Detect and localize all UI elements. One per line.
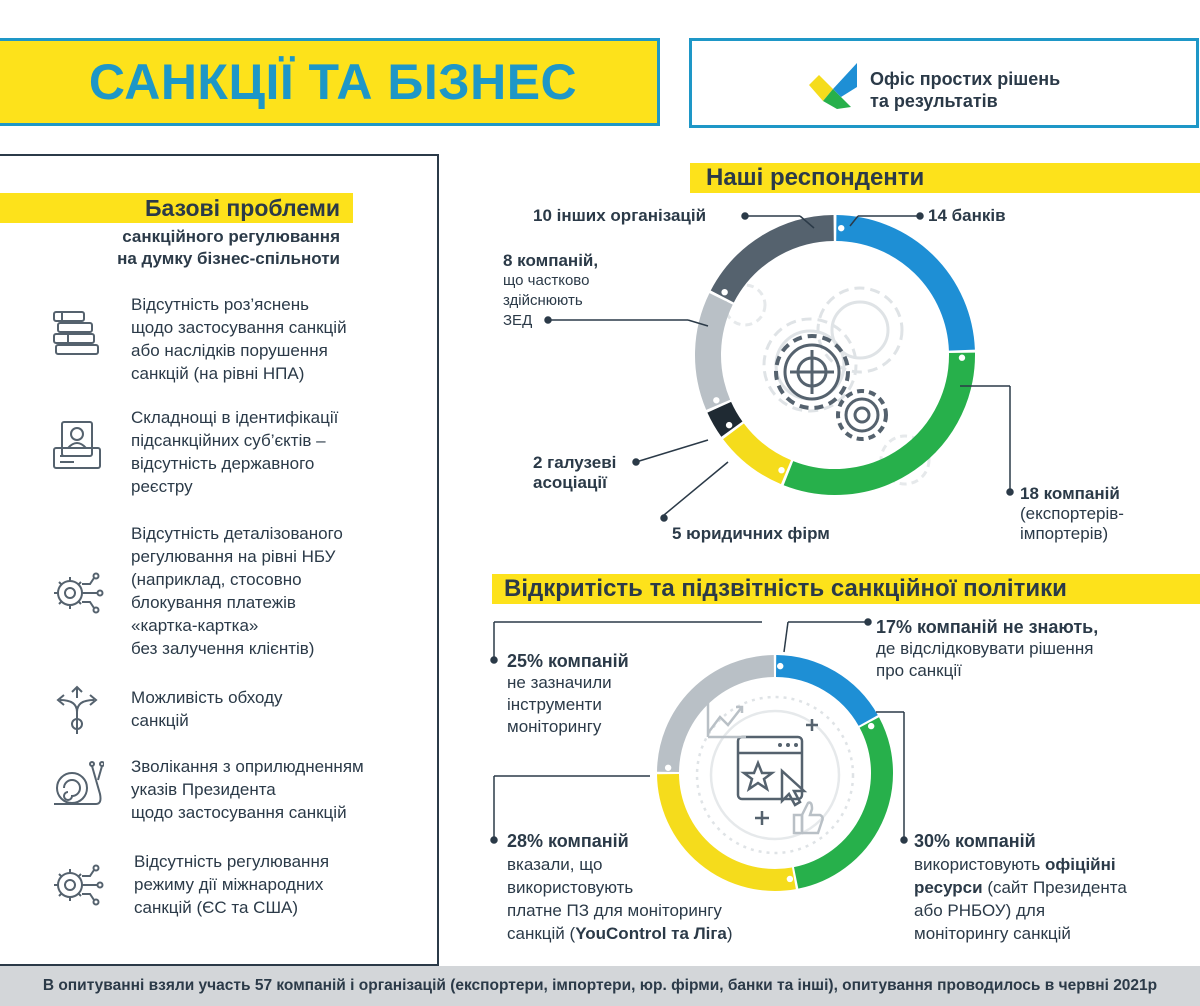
label-25-line-1: 25% компаній: [507, 651, 629, 671]
label-28-line-3: використовують: [507, 878, 634, 897]
logo-line-1: Офіс простих рішень: [870, 69, 1061, 89]
page-title: САНКЦІЇ ТА БІЗНЕС: [88, 54, 578, 110]
problem-2-line-2: підсанкційних суб’єктів –: [131, 431, 326, 450]
label-associations-line-1: 2 галузеві: [533, 453, 617, 472]
label-exporters-line-1: 18 компаній: [1020, 484, 1120, 503]
label-other-orgs: 10 інших організацій: [533, 206, 707, 225]
problem-1-line-1: Відсутність роз’яснень: [131, 295, 309, 314]
label-17-line-1: 17% компаній не знають,: [876, 617, 1099, 637]
label-law-firms: 5 юридичних фірм: [672, 524, 830, 543]
problem-4-line-2: санкцій: [131, 711, 189, 730]
problem-1-line-2: щодо застосування санкцій: [131, 318, 347, 337]
problem-3-line-4: блокування платежів: [131, 593, 296, 612]
problem-1-line-3: або наслідків порушення: [131, 341, 328, 360]
label-25-line-2: не зазначили: [507, 673, 612, 692]
respondents-heading: Наші респонденти: [706, 164, 925, 191]
problem-2-line-4: реєстру: [131, 477, 193, 496]
label-30-line-5: моніторингу санкцій: [914, 924, 1071, 943]
label-partial-line-4: ЗЕД: [503, 312, 533, 329]
problem-5-line-1: Зволікання з оприлюдненням: [131, 757, 364, 776]
problem-6-line-1: Відсутність регулювання: [134, 852, 330, 871]
problem-6-line-3: санкцій (ЄС та США): [134, 898, 299, 917]
label-28-line-1: 28% компаній: [507, 831, 629, 851]
label-28-line-4: платне ПЗ для моніторингу: [507, 901, 722, 920]
openness-heading: Відкритість та підзвітність санкційної політики: [504, 575, 1067, 602]
label-17-line-2: де відслідковувати рішення: [876, 639, 1094, 658]
footer-text: В опитуванні взяли участь 57 компаній і організацій (експортери, імпортери, юр. фірми, банки та інші), опитування проводилось в червні 2021р: [42, 977, 1158, 994]
label-30-bold-1: офіційні: [1045, 855, 1116, 874]
problem-5-line-3: щодо застосування санкцій: [131, 803, 347, 822]
subheading-line-1: санкційного регулювання: [122, 227, 340, 246]
label-28-line-5: санкцій (YouControl та Ліга): [507, 924, 733, 943]
label-28-bold: YouControl та Ліга: [575, 924, 727, 943]
label-partial-line-3: здійснюють: [503, 292, 583, 309]
problem-3-line-3: (наприклад, стосовно: [131, 570, 302, 589]
label-30-bold-2: ресурси: [914, 878, 983, 897]
label-30-line-1: 30% компаній: [914, 831, 1036, 851]
problem-3-line-6: без залучення клієнтів): [131, 639, 315, 658]
label-partial-line-1: 8 компаній,: [503, 251, 599, 270]
problem-1-line-4: санкцій (на рівні НПА): [131, 364, 305, 383]
problem-3-line-5: «картка-картка»: [131, 616, 259, 635]
problem-2-line-1: Складнощі в ідентифікації: [131, 408, 339, 427]
label-28-line-2: вказали, що: [507, 855, 603, 874]
problem-5-line-2: указів Президента: [131, 780, 276, 799]
label-25-line-3: інструменти: [507, 695, 602, 714]
problem-3-line-2: регулювання на рівні НБУ: [131, 547, 336, 566]
problem-3-line-1: Відсутність деталізованого: [131, 524, 343, 543]
problem-6-line-2: режиму дії міжнародних: [134, 875, 324, 894]
label-partial-line-2: що частково: [503, 272, 590, 289]
problem-4-line-1: Можливість обходу: [131, 688, 283, 707]
problem-2-line-3: відсутність державного: [131, 454, 315, 473]
label-30-line-4: або РНБОУ) для: [914, 901, 1046, 920]
label-25-line-4: моніторингу: [507, 717, 602, 736]
logo-line-2: та результатів: [870, 91, 998, 111]
label-associations-line-2: асоціації: [533, 473, 607, 492]
label-exporters-line-2: (експортерів-: [1020, 504, 1124, 523]
label-17-line-3: про санкції: [876, 661, 962, 680]
problems-heading: Базові проблеми: [144, 195, 340, 221]
subheading-line-2: на думку бізнес-спільноти: [117, 249, 340, 268]
label-exporters-line-3: імпортерів): [1020, 524, 1109, 543]
label-30-line-3: ресурси (сайт Президента: [914, 878, 1127, 897]
label-30-line-2: використовують офіційні: [914, 855, 1116, 874]
label-banks: 14 банків: [928, 206, 1006, 225]
